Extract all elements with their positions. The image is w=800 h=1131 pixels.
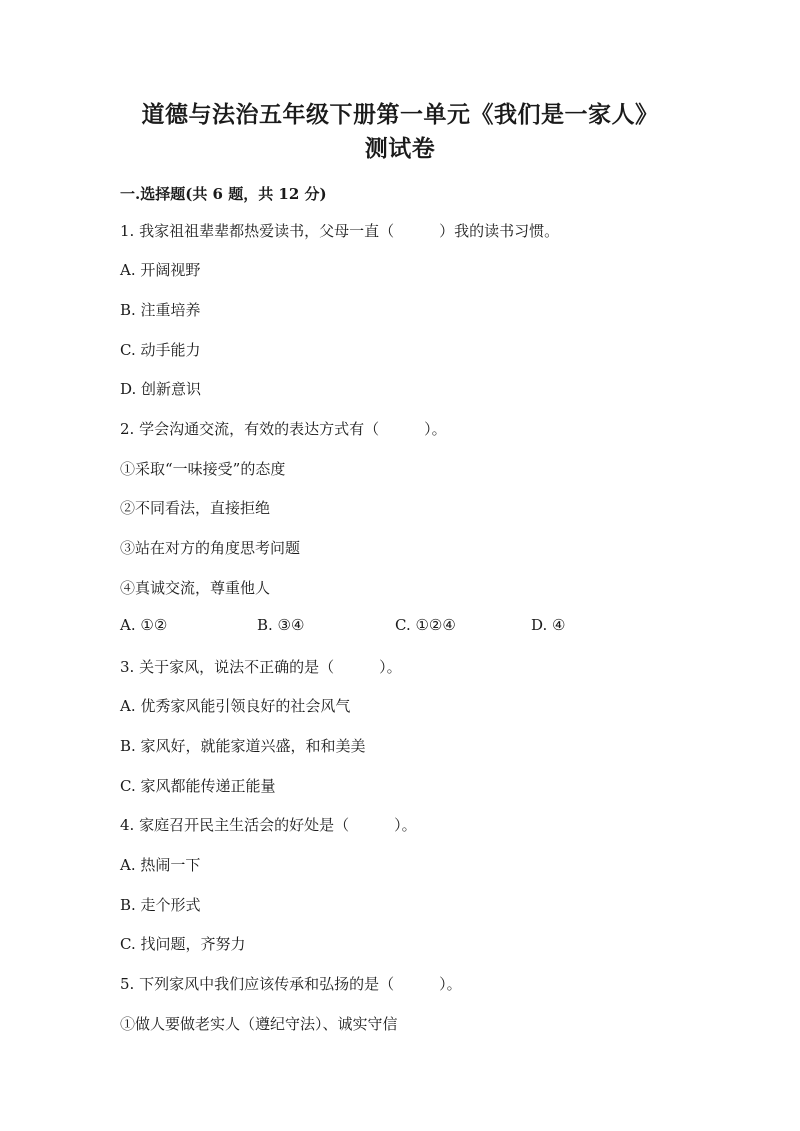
question-4-option-b: B. 走个形式	[120, 896, 201, 914]
question-2-option-b: B. ③④	[257, 616, 305, 634]
question-2-statement-4: ④真诚交流，尊重他人	[120, 579, 271, 597]
question-1-option-a: A. 开阔视野	[120, 261, 201, 279]
question-2-statement-3: ③站在对方的角度思考问题	[120, 539, 301, 557]
question-1-option-b: B. 注重培养	[120, 301, 201, 319]
question-4-stem: 4. 家庭召开民主生活会的好处是（ ）。	[120, 816, 417, 834]
question-3-option-c: C. 家风都能传递正能量	[120, 777, 276, 795]
question-3-stem: 3. 关于家风，说法不正确的是（ ）。	[120, 658, 402, 676]
page-title: 道德与法治五年级下册第一单元《我们是一家人》	[141, 101, 659, 128]
question-5-stem: 5. 下列家风中我们应该传承和弘扬的是（ ）。	[120, 975, 462, 993]
question-2-option-c: C. ①②④	[395, 616, 456, 634]
question-3-option-b: B. 家风好，就能家道兴盛，和和美美	[120, 737, 366, 755]
question-4-option-c: C. 找问题，齐努力	[120, 935, 246, 953]
question-2-statement-2: ②不同看法，直接拒绝	[120, 499, 271, 517]
question-2-statement-1: ①采取“一味接受”的态度	[120, 460, 286, 478]
question-5-statement-1: ①做人要做老实人（遵纪守法）、诚实守信	[120, 1015, 398, 1033]
section-heading: 一.选择题(共 6 题，共 12 分)	[120, 185, 327, 203]
question-1-option-c: C. 动手能力	[120, 341, 201, 359]
question-1-option-d: D. 创新意识	[120, 380, 202, 398]
question-2-option-d: D. ④	[531, 616, 566, 634]
question-2-option-a: A. ①②	[120, 616, 168, 634]
question-1-stem: 1. 我家祖祖辈辈都热爱读书，父母一直（ ）我的读书习惯。	[120, 222, 560, 240]
page-subtitle: 测试卷	[364, 135, 436, 162]
question-3-option-a: A. 优秀家风能引领良好的社会风气	[120, 697, 351, 715]
question-4-option-a: A. 热闹一下	[120, 856, 201, 874]
question-2-stem: 2. 学会沟通交流，有效的表达方式有（ ）。	[120, 420, 447, 438]
